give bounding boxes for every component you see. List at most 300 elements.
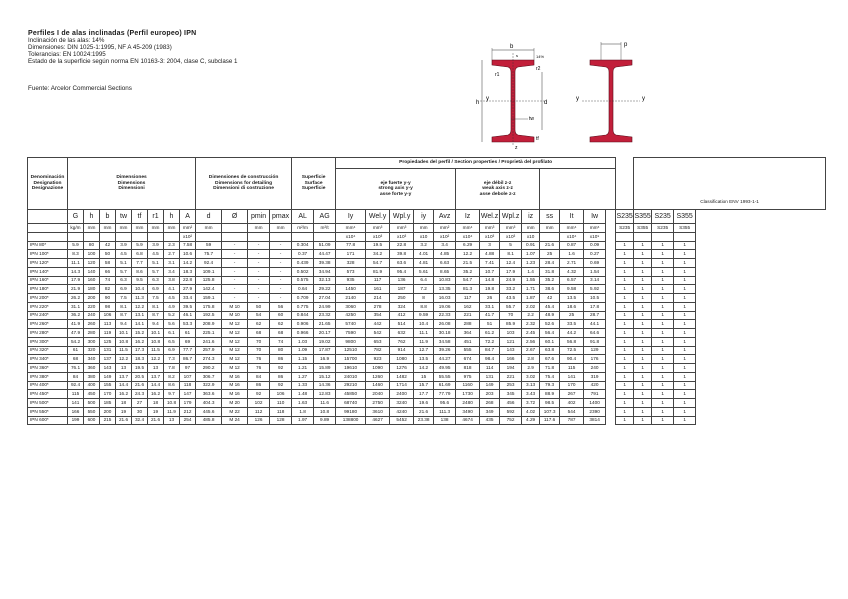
table-cell: 68740 [336,399,366,408]
table-cell: 260 [84,320,100,329]
table-row [28,311,826,320]
table-cell: 16.03 [434,294,456,303]
table-cell: 0.87 [560,241,584,250]
table-cell: 10.1 [148,329,164,338]
table-cell: 240 [584,364,606,373]
table-cell: 7.7 [132,259,148,268]
table-row [28,285,826,294]
scale-header [606,232,616,241]
table-cell: 92.4 [68,381,84,390]
table-cell: 44.1 [584,320,606,329]
table-cell: 1 [674,250,696,259]
table-cell: 149 [100,372,116,381]
table-cell: 50 [248,302,270,311]
scale-header [132,232,148,241]
table-cell: 6.1 [164,329,180,338]
table-cell: 44.47 [314,250,336,259]
table-cell: 1 [616,390,634,399]
table-row [28,259,826,268]
table-cell: 46.1 [180,311,196,320]
symbol-header: S235 [652,210,674,224]
table-cell: 5452 [390,416,414,425]
table-cell: 1 [616,364,634,373]
table-cell: 88.9 [540,390,560,399]
table-cell: 3.4 [434,241,456,250]
table-cell: 0.906 [292,320,314,329]
table-cell: 253 [500,381,522,390]
document-title: Perfiles I de alas inclinadas (Perfil europeo) IPN [28,30,197,37]
table-cell: 1.6 [560,250,584,259]
table-cell: 241.6 [196,337,222,346]
table-cell: 2.8 [522,355,540,364]
table-cell: 1 [616,399,634,408]
table-cell: 267 [560,390,584,399]
table-cell: 12.2 [116,355,132,364]
ipn-profile-diagram [470,38,680,150]
unit-header: mm³ [366,224,390,233]
table-cell: 8.1 [500,250,522,259]
table-cell: 1 [674,364,696,373]
symbol-header [606,210,616,224]
table-cell: 1 [674,416,696,425]
table-cell: 192.5 [196,311,222,320]
table-cell: 0.502 [292,267,314,276]
table-cell: - [222,241,248,250]
table-cell: 170 [100,390,116,399]
table-cell: 6.57 [560,276,584,285]
symbol-header: Iy [336,210,366,224]
table-cell: 1.07 [522,250,540,259]
table-cell: 97 [180,364,196,373]
table-cell: 9.4 [148,320,164,329]
unit-header: mm [522,224,540,233]
table-cell: 15.2 [132,329,148,338]
table-cell: 26.08 [434,320,456,329]
table-row [28,381,826,390]
table-cell: 1.97 [292,416,314,425]
table-cell: 114 [480,364,500,373]
table-cell: - [270,294,292,303]
table-cell: 70 [500,311,522,320]
table-cell: 140 [84,267,100,276]
table-cell: 1.63 [292,399,314,408]
table-cell: 180 [84,285,100,294]
table-cell: 254 [180,416,196,425]
table-cell: 1.8 [292,407,314,416]
table-cell: 653 [366,337,390,346]
table-cell: 113 [100,320,116,329]
table-cell: 92 [248,390,270,399]
table-cell: 1 [634,372,652,381]
table-cell: 8.65 [434,267,456,276]
table-cell: 10.7 [480,267,500,276]
table-cell: 86 [270,372,292,381]
table-cell: 21.9 [68,285,84,294]
table-cell: 1 [652,250,674,259]
table-cell: 1 [634,302,652,311]
table-cell: 142.4 [196,285,222,294]
table-cell: 115 [560,364,584,373]
table-cell: 44.2 [560,329,584,338]
table-cell: 7.41 [480,259,500,268]
table-cell: 2400 [390,390,414,399]
table-cell: 33.5 [560,320,584,329]
table-cell: 38.6 [540,285,560,294]
table-cell: 60 [270,311,292,320]
table-cell: 11.1 [68,259,84,268]
symbol-header: AG [314,210,336,224]
header-line: Tolerancias: EN 10024:1995 [28,51,106,58]
table-cell: 5.6 [164,320,180,329]
table-cell: 14.2 [414,364,434,373]
table-cell: 1 [634,416,652,425]
table-cell: 5.61 [414,267,434,276]
table-cell: 20.5 [132,372,148,381]
table-cell: 573 [336,267,366,276]
table-cell: 31.1 [68,302,84,311]
profile-name: IPN 220* [28,302,68,311]
unit-header: mm [270,224,292,233]
table-cell: - [248,259,270,268]
group-dimensiones: Dimensiones Dimensions Dimensioni [68,158,196,210]
unit-header: mm [132,224,148,233]
table-cell: - [222,285,248,294]
table-cell: 107.3 [540,407,560,416]
table-cell: 1 [634,285,652,294]
symbol-header: tw [116,210,132,224]
table-cell: 354 [366,311,390,320]
table-cell: 400 [84,381,100,390]
table-cell: 43.5 [500,294,522,303]
table-cell: 4.88 [480,250,500,259]
unit-header: mm [248,224,270,233]
symbol-header: Wel.z [480,210,500,224]
table-cell: 1.15 [292,355,314,364]
table-cell: 48.9 [540,311,560,320]
table-cell: 5740 [336,320,366,329]
table-cell: 107 [180,372,196,381]
table-cell: 0.37 [292,250,314,259]
unit-header [606,224,616,233]
table-cell: 8.3 [68,250,84,259]
scale-header [634,232,652,241]
table-cell: - [248,267,270,276]
table-cell: 923 [366,355,390,364]
scale-header: x10² [180,232,196,241]
table-cell: 1 [616,241,634,250]
table-cell: 4.29 [522,416,540,425]
table-cell: 141 [68,399,84,408]
table-cell: 220 [84,302,100,311]
table-cell: 1 [674,381,696,390]
table-cell: 86.7 [180,355,196,364]
table-cell: 1 [652,399,674,408]
table-cell: 5.92 [584,285,606,294]
table-cell: 19 [116,407,132,416]
table-cell: 17.7 [414,390,434,399]
table-cell: 28.4 [540,259,560,268]
table-cell: 129 [584,346,606,355]
table-cell: 14.3 [68,267,84,276]
symbol-header: b [100,210,116,224]
table-cell: 166 [68,407,84,416]
scale-header: x10³ [390,232,414,241]
table-cell: 21.6 [414,407,434,416]
table-cell: 0.69 [584,259,606,268]
table-cell: 306.7 [196,372,222,381]
unit-header: S355 [634,224,652,233]
table-cell: 268 [480,399,500,408]
table-cell: 23.32 [314,311,336,320]
table-cell: 74 [100,276,116,285]
table-cell: 170 [560,381,584,390]
table-cell: 4627 [366,416,390,425]
table-cell: 14.2 [180,259,196,268]
table-cell: 54.7 [456,276,480,285]
table-cell: 62 [248,320,270,329]
table-cell: 39.26 [434,346,456,355]
symbol-header: Iz [456,210,480,224]
table-cell: 1260 [366,372,390,381]
label-d: d [544,100,548,106]
table-row [28,320,826,329]
table-cell: 61.69 [434,381,456,390]
table-cell: M 20 [222,399,248,408]
table-cell: 2.56 [522,337,540,346]
table-cell: 7.58 [180,241,196,250]
table-cell: 674 [456,355,480,364]
label-slope: 14% [536,54,545,59]
symbol-header: Wel.y [366,210,390,224]
table-cell: 7590 [336,329,366,338]
table-cell: 5.9 [68,241,84,250]
table-cell: 1 [674,372,696,381]
table-cell: 26.2 [68,294,84,303]
table-cell: 39.5 [180,302,196,311]
unit-header: m²/t [314,224,336,233]
table-cell: 117.6 [540,416,560,425]
table-cell: 106 [270,390,292,399]
scale-header: x10⁴ [560,232,584,241]
table-cell: 7.5 [148,294,164,303]
table-cell: 13 [164,416,180,425]
table-cell: 4.81 [414,259,434,268]
symbol-header: S235 [616,210,634,224]
table-cell: 7.5 [116,294,132,303]
profile-name: IPN 100* [28,250,68,259]
table-cell: 117 [456,294,480,303]
table-cell: 15700 [336,355,366,364]
table-cell: 8.8 [414,302,434,311]
table-cell: 199 [68,416,84,425]
unit-header: mm³ [480,224,500,233]
table-cell: 1.33 [292,381,314,390]
table-cell: 16.2 [132,337,148,346]
table-cell: 17.8 [584,302,606,311]
table-cell: 445.6 [196,407,222,416]
table-cell: 90 [100,294,116,303]
table-cell: 6.63 [434,259,456,268]
table-cell: 72.2 [480,337,500,346]
scale-header [674,232,696,241]
table-cell: 185 [100,399,116,408]
table-cell: 67.6 [540,355,560,364]
table-cell: 19.6 [414,399,434,408]
table-cell: 10.4 [132,285,148,294]
table-cell: 6.9 [164,346,180,355]
unit-header: mm³ [500,224,522,233]
table-cell: 1 [674,241,696,250]
table-cell: 442 [366,320,390,329]
table-cell: 762 [390,337,414,346]
table-cell: 126 [248,416,270,425]
symbol-header: r1 [148,210,164,224]
profile-name: IPN 320* [28,346,68,355]
table-cell: 935 [336,276,366,285]
table-cell: 600 [84,416,100,425]
table-cell: 109.1 [196,267,222,276]
table-cell: 2.67 [522,346,540,355]
table-cell: 92.4 [196,259,222,268]
table-cell: 542 [366,329,390,338]
table-cell: 592 [500,407,522,416]
table-cell: 17.87 [314,346,336,355]
table-cell: 1.27 [292,372,314,381]
table-cell: 21.6 [148,416,164,425]
table-cell: 52.6 [540,320,560,329]
table-cell: 56 [270,302,292,311]
table-cell: 131 [100,346,116,355]
table-cell: 53.3 [180,320,196,329]
table-cell: 90.4 [560,355,584,364]
table-cell: 24010 [336,372,366,381]
unit-header: mm⁴ [456,224,480,233]
symbol-header: h [84,210,100,224]
table-cell: 1 [616,259,634,268]
table-cell: 1.87 [522,294,540,303]
unit-header: mm [540,224,560,233]
scale-header [148,232,164,241]
scale-header [222,232,248,241]
table-cell: 3.2 [414,241,434,250]
table-cell: 0.304 [292,241,314,250]
scale-header: x10⁹ [584,232,606,241]
scale-header [84,232,100,241]
table-cell: 128 [270,416,292,425]
table-cell: 21.65 [314,320,336,329]
scale-header [164,232,180,241]
table-cell: 62 [270,320,292,329]
table-cell: 1 [652,390,674,399]
table-cell: 14.4 [116,381,132,390]
table-cell: M 10 [222,311,248,320]
table-cell: 25 [540,250,560,259]
table-cell: 11.1 [414,329,434,338]
table-cell: - [222,267,248,276]
table-cell: 21.5 [456,259,480,268]
table-cell: 0.27 [584,250,606,259]
table-cell: 12.2 [456,250,480,259]
table-cell: 35.2 [456,267,480,276]
table-cell: 9.59 [414,311,434,320]
ipn-properties-table [27,157,826,425]
table-cell: 75.4 [540,372,560,381]
table-cell: 1 [634,311,652,320]
table-cell: 9.89 [314,416,336,425]
table-cell: 20.17 [314,329,336,338]
table-cell: 1400 [584,399,606,408]
table-cell: 1 [652,364,674,373]
table-cell: 11.9 [164,407,180,416]
unit-header: m²/m [292,224,314,233]
table-cell: 1 [616,337,634,346]
table-cell: 3.8 [164,276,180,285]
table-cell: 14.36 [314,381,336,390]
table-cell: 1.21 [292,364,314,373]
table-cell: 10.8 [314,407,336,416]
table-cell: 3.1 [164,259,180,268]
scale-header [616,232,634,241]
symbol-header: Ø [222,210,248,224]
table-cell: 82 [100,285,116,294]
table-cell: 42 [100,241,116,250]
profile-name: IPN 260* [28,320,68,329]
table-cell: 2.3 [164,241,180,250]
table-row [28,294,826,303]
table-cell: 320 [84,346,100,355]
table-cell: 3.9 [116,241,132,250]
table-cell: 131 [480,372,500,381]
table-cell: 5.7 [116,267,132,276]
table-cell: 68 [248,329,270,338]
table-cell: 1730 [456,390,480,399]
unit-header [222,224,248,233]
table-cell: 1 [634,320,652,329]
table-cell: 1 [616,302,634,311]
table-cell: M 12 [222,355,248,364]
symbol-header: pmax [270,210,292,224]
table-cell: 435 [480,416,500,425]
table-cell: 31.8 [540,267,560,276]
table-cell: 27.04 [314,294,336,303]
profile-name: IPN 140* [28,267,68,276]
table-cell: 1 [634,241,652,250]
table-cell: 74 [270,337,292,346]
table-cell: 41.9 [68,320,84,329]
table-cell: 203 [480,390,500,399]
group-superficie: Superficie Surface Superficie [292,158,336,210]
table-cell: 6.29 [456,241,480,250]
table-cell: M 10 [222,302,248,311]
table-cell: 420 [584,381,606,390]
table-cell: 2.71 [560,259,584,268]
table-cell: 319 [584,372,606,381]
table-cell: 51 [480,320,500,329]
table-cell: 59 [196,241,222,250]
table-cell: M 12 [222,364,248,373]
table-cell: 2.7 [164,250,180,259]
profile-name: IPN 380* [28,372,68,381]
label-r1: r1 [495,72,500,78]
table-cell: 106 [100,311,116,320]
table-cell: 161 [366,285,390,294]
profile-name: IPN 120* [28,259,68,268]
table-cell: 1 [674,346,696,355]
table-cell: 380 [84,372,100,381]
table-cell: 19.5 [366,241,390,250]
symbol-header: d [196,210,222,224]
table-cell: 6.3 [148,276,164,285]
